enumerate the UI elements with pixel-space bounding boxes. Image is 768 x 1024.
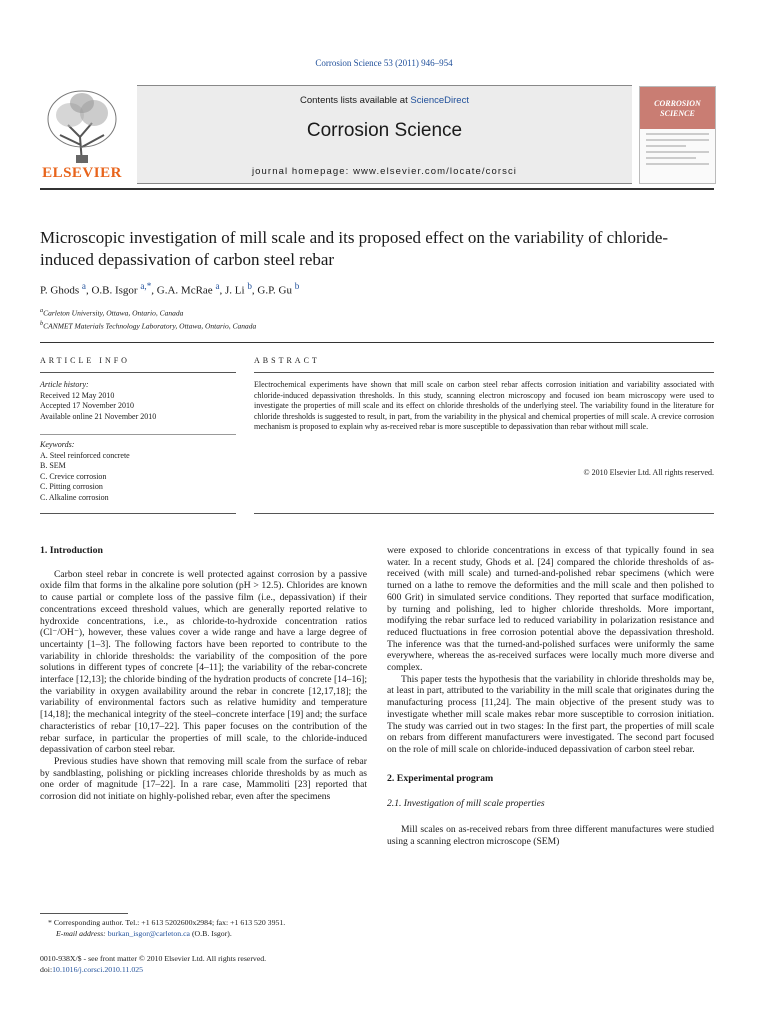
author: P. Ghods bbox=[40, 284, 80, 297]
cover-title: CORROSION SCIENCE bbox=[640, 87, 715, 129]
section-heading-experimental: 2. Experimental program bbox=[387, 772, 494, 784]
section-heading-introduction: 1. Introduction bbox=[40, 545, 103, 556]
paragraph: This paper tests the hypothesis that the variability in chloride thresholds may be, at least in part, attributed to the variability in the mill scale that originates during the manufacturing process [11,24]. The main objective of the present study was to investigate whether mill scale makes rebar more susceptible to corrosion initiation. The study was carried out in two stages: In the first part, the properties of mill scale on rebars from different manufacturers were investigated. The second part focused on the role of mill scale on chloride-induced depassivation of carbon steel rebar. bbox=[387, 673, 714, 755]
history-online: Available online 21 November 2010 bbox=[40, 411, 157, 421]
paragraph: Previous studies have shown that removing mill scale from the surface of rebar by sandblasting, polishing or pickling increases chloride thresholds by as much as one order of magnitude [17–22]. In a rare case, Mammoliti [23] reported that corrosion did not initiate on highly-polished rebar, even after the specimens bbox=[40, 755, 367, 803]
contents-prefix: Contents lists available at bbox=[300, 95, 411, 106]
issn-doi-block: 0010-938X/$ - see front matter © 2010 Elsevier Ltd. All rights reserved. doi:10.1016/j.corsci.2010.11.025 bbox=[40, 954, 267, 974]
corresponding-line: * Corresponding author. Tel.: +1 613 5202600x2984; fax: +1 613 520 3951. bbox=[48, 918, 286, 927]
affiliations bbox=[40, 306, 256, 331]
affiliation-b: $^b$CANMET Materials Technology Laboratory, Ottawa, Ontario, Canada bbox=[40, 319, 257, 330]
author: G.A. McRae bbox=[156, 284, 213, 297]
history-received: Received 12 May 2010 bbox=[40, 390, 115, 400]
author-affil-mark[interactable]: a bbox=[215, 281, 220, 291]
journal-name: Corrosion Science bbox=[306, 120, 463, 141]
author: O.B. Isgor bbox=[91, 284, 138, 297]
author-affil-mark[interactable]: b bbox=[247, 281, 252, 291]
elsevier-wordmark: ELSEVIER bbox=[42, 165, 122, 181]
header-rule bbox=[40, 188, 714, 190]
journal-cover-thumbnail bbox=[639, 86, 716, 184]
email-link[interactable]: burkan_isgor@carleton.ca bbox=[107, 928, 190, 938]
history-label: Article history: bbox=[40, 380, 89, 389]
divider bbox=[254, 372, 714, 373]
divider bbox=[40, 513, 236, 514]
author: G.P. Gu bbox=[257, 284, 292, 297]
article-info-heading: ARTICLE INFO bbox=[40, 356, 130, 365]
journal-citation[interactable]: Corrosion Science 53 (2011) 946–954 bbox=[315, 58, 453, 68]
keyword: B. SEM bbox=[40, 461, 66, 470]
keyword: C. Crevice corrosion bbox=[40, 471, 107, 481]
corresponding-author-footnote: * Corresponding author. Tel.: +1 613 5202600x2984; fax: +1 613 520 3951. E-mail address: burkan_isgor@carleton.ca (O.B. Isgor). bbox=[40, 918, 370, 939]
abstract-text: Electrochemical experiments have shown that mill scale on carbon steel rebar affects corrosion initiation and variability associated with chloride-induced depassivation thresholds. In this study, scanning electron microscopy and focused ion beam microscopy were used to investigate the properties of mill scale and its effect on chloride thresholds of the underlying steel. The variability found in the literature for chloride thresholds is suggested to result, in part, from the variability in the physical and chemical properties of mill scale. A crevice corrosion mechanism is proposed to explain why as-received rebar is more susceptible to depassivation than rebar without mill scale. bbox=[254, 380, 714, 431]
paragraph: were exposed to chloride concentrations in excess of that typically found in sea water. In a recent study, Ghods et al. [24] compared the chloride thresholds of as-received (with mill scale) and turned-and-polished rebar specimens (which were turned on a lathe to remove the deformities and the mill scale and then polished to 600 Grit) in simulated service conditions. They reported that surface modification, by turning and polishing, led to higher chloride thresholds. More important, modifying the rebar surface led to reduced variability in polarization resistance and reduced fluctuations in free corrosion potential above the depassivation threshold. The inference was that the turned-and-polished surfaces were uniformly the same everywhere, whereas the as-received surfaces were locally much more diverse and complex. bbox=[387, 545, 714, 674]
divider bbox=[40, 434, 236, 435]
keyword: C. Alkaline corrosion bbox=[40, 492, 109, 502]
abstract-copyright: © 2010 Elsevier Ltd. All rights reserved. bbox=[583, 468, 714, 477]
article-title: Microscopic investigation of mill scale and its proposed effect on the variability of chloride-induced depassivation of carbon steel rebar bbox=[40, 228, 669, 269]
divider bbox=[254, 513, 714, 514]
body-column-right bbox=[387, 545, 714, 847]
abstract-heading: ABSTRACT bbox=[254, 356, 320, 365]
article-history bbox=[40, 380, 156, 422]
subsection-heading: 2.1. Investigation of mill scale properties bbox=[387, 798, 545, 810]
keyword: C. Pitting corrosion bbox=[40, 482, 103, 491]
author-list: P. Ghods $^a$, O.B. Isgor $^{a,*}$, G.A. McRae $^a$, J. Li $^b$, G.P. Gu $^b$ bbox=[40, 281, 300, 297]
sciencedirect-link[interactable]: ScienceDirect bbox=[410, 95, 469, 106]
keyword: A. Steel reinforced concrete bbox=[40, 450, 130, 460]
paragraph: Mill scales on as-received rebars from three different manufactures were studied using a scanning electron microscope (SEM) bbox=[387, 824, 714, 847]
doi-link[interactable]: 10.1016/j.corsci.2010.11.025 bbox=[52, 965, 144, 974]
author-affil-mark[interactable]: b bbox=[294, 281, 300, 291]
journal-homepage[interactable]: journal homepage: www.elsevier.com/locate/corsci bbox=[251, 166, 518, 177]
author: J. Li bbox=[225, 284, 245, 297]
body-column-left bbox=[40, 545, 367, 803]
affiliation-a: $^a$Carleton University, Ottawa, Ontario, Canada bbox=[40, 307, 184, 318]
footnote-rule bbox=[40, 913, 128, 914]
author-affil-mark[interactable]: a bbox=[81, 281, 86, 291]
paragraph: Carbon steel rebar in concrete is well protected against corrosion by a passive oxide film that forms in the alkaline pore solution (pH > 12.5). Chlorides are known to cause partial or complete loss of the passive film (i.e., depassivation) if their concentrations exceed threshold values, which are generally reported relative to hydroxide concentrations, i.e., as chloride-to-hydroxide concentration ratios (Cl⁻/OH⁻), however, these values cover a wide range and have a large degree of uncertainty [1–3]. The following factors have been reported to contribute to the variability in chloride thresholds: the variability of the composition of the pore solutions in different types of concrete [4–11]; the variability of the rebar-concrete interface [12,13]; the chloride binding of the hydration products of concrete [14–16]; the variability in oxygen availability around the rebar in concrete [12,17,18]; the variability of environmental factors such as relative humidity and temperature [14,18]; the mechanical integrity of the steel–concrete interface [19] and; the surface characteristics of rebar [10,17–22]. This paper focuses on the contribution of the rebar surface, in particular the properties of mill scale, to the chloride-induced depassivation of carbon steel rebar. bbox=[40, 568, 367, 756]
issn-line: 0010-938X/$ - see front matter © 2010 Elsevier Ltd. All rights reserved. bbox=[40, 954, 267, 963]
author-affil-mark[interactable]: a,* bbox=[140, 281, 152, 291]
keywords-label: Keywords: bbox=[40, 440, 75, 449]
keywords bbox=[40, 440, 130, 503]
contents-line bbox=[137, 95, 632, 106]
divider bbox=[40, 372, 236, 373]
email-label: E-mail address: bbox=[56, 928, 108, 938]
title-rule bbox=[40, 342, 714, 343]
history-accepted: Accepted 17 November 2010 bbox=[40, 401, 134, 410]
